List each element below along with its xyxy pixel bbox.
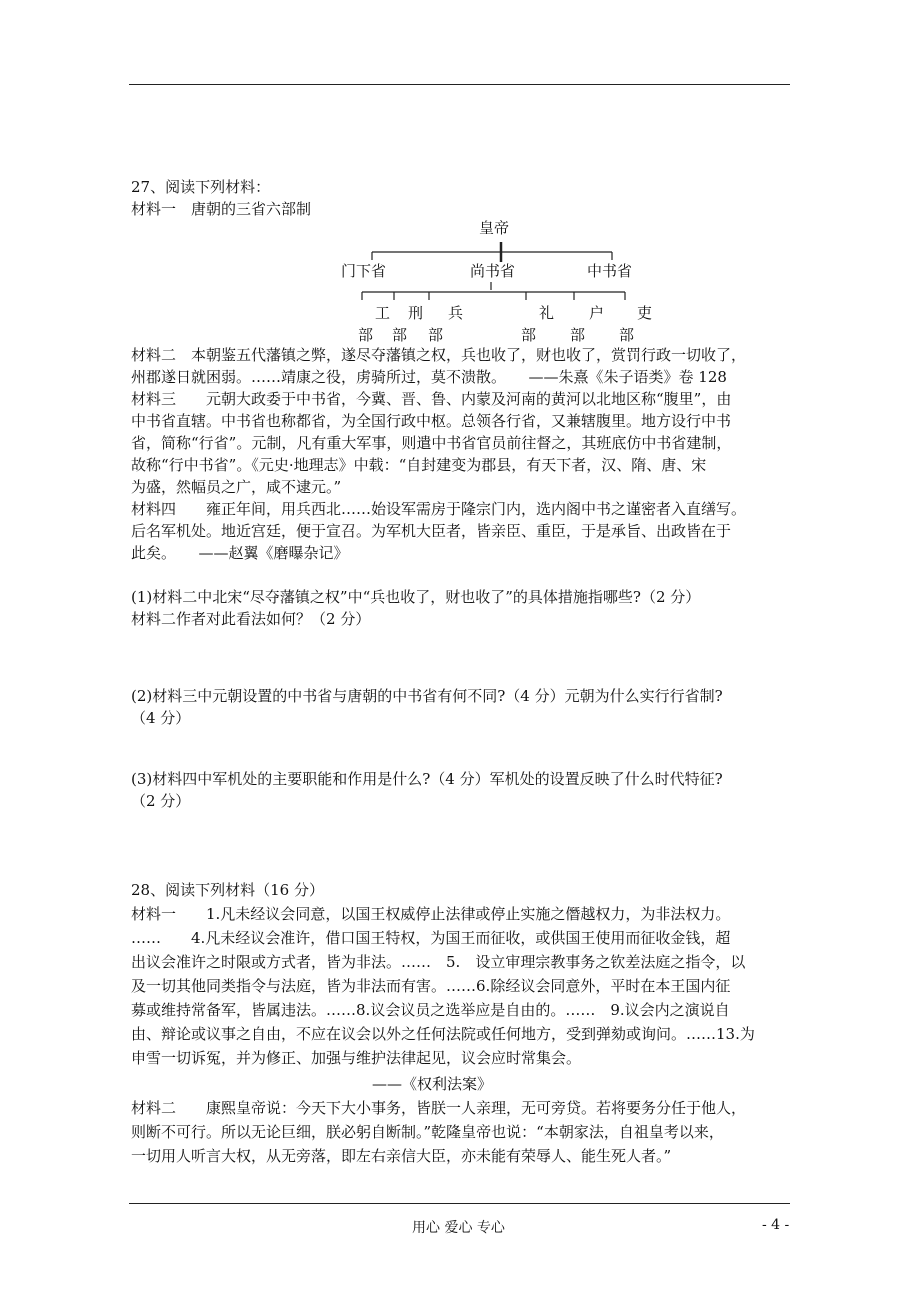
q28-m1-line-6: 由、辩论或议事之自由，不应在议会以外之任何法院或任何地方，受到弹劾或询问。……13.为 (131, 1025, 755, 1043)
q27-question-1-line-1: (1)材料二中北宋“尽夺藩镇之权”中“兵也收了，财也收了”的具体措施指哪些?（2 分） (131, 588, 701, 606)
q27-m4-line-3: 此矣。 ——赵翼《磨曝杂记》 (131, 544, 349, 562)
q28-m2-line-2: 则断不可行。所以无论巨细，朕必躬自断制。”乾隆皇帝也说：“本朝家法，自祖皇考以来， (131, 1123, 724, 1141)
chart-bu-2: 部 (392, 326, 408, 344)
q27-material1-heading: 材料一 唐朝的三省六部制 (131, 200, 312, 218)
q27-m3-line-2: 中书省直辖。中书省也称都省，为全国行政中枢。总领各行省，又兼辖腹里。地方设行中书 (131, 412, 732, 430)
q27-m3-line-3: 省，简称“行省”。元制，凡有重大军事，则遣中书省官员前往督之，其班底仿中书省建制， (131, 434, 732, 452)
chart-ministry-bing: 兵 (448, 304, 464, 322)
chart-ministry-li2: 吏 (637, 304, 653, 322)
chart-bu-1: 部 (358, 326, 374, 344)
q28-title: 28、阅读下列材料（16 分） (131, 881, 324, 899)
chart-ministry-xing: 刑 (408, 304, 424, 322)
page-number: - 4 - (762, 1217, 790, 1233)
q27-m4-line-2: 后名军机处。地近宫廷，便于宣召。为军机大臣者，皆亲臣、重臣，于是承旨、出政皆在于 (131, 522, 732, 540)
q27-question-2-line-2: （4 分） (131, 709, 191, 727)
chart-emperor: 皇帝 (479, 219, 510, 237)
chart-ministry-li: 礼 (539, 304, 555, 322)
chart-ministry-hu: 户 (589, 304, 605, 322)
q28-m1-line-5: 募或维持常备军，皆属违法。……8.议会议员之选举应是自由的。…… 9.议会内之演说自 (131, 1001, 730, 1019)
q28-m2-line-1: 材料二 康熙皇帝说：今天下大小事务，皆朕一人亲理，无可旁贷。若将要务分任于他人， (131, 1099, 747, 1117)
q27-m2-line-1: 材料二 本朝鉴五代藩镇之弊，遂尽夺藩镇之权，兵也收了，财也收了，赏罚行政一切收了， (131, 346, 747, 364)
q27-question-2-line-1: (2)材料三中元朝设置的中书省与唐朝的中书省有何不同?（4 分）元朝为什么实行行省制? (131, 687, 723, 705)
chart-province-shangshu: 尚书省 (470, 262, 516, 280)
chart-bu-3: 部 (428, 326, 444, 344)
q27-m3-line-4: 故称“行中书省”。《元史·地理志》中载：“自封建变为郡县，有天下者，汉、隋、唐、宋 (131, 456, 707, 474)
q28-m1-line-1: 材料一 1.凡未经议会同意，以国王权威停止法律或停止实施之僭越权力，为非法权力。 (131, 905, 731, 923)
q27-m2-line-2: 州郡遂日就困弱。……靖康之役，虏骑所过，莫不溃散。 ——朱熹《朱子语类》卷 128 (131, 368, 727, 386)
q28-m1-line-3: 出议会准许之时限或方式者，皆为非法。…… 5. 设立审理宗教事务之钦差法庭之指令，以 (131, 953, 746, 971)
chart-bu-4: 部 (521, 326, 537, 344)
q27-title: 27、阅读下列材料： (131, 178, 271, 196)
q28-m1-line-7: 申雪一切诉冤，并为修正、加强与维护法律起见，议会应时常集会。 (131, 1049, 582, 1067)
header-rule (129, 84, 790, 85)
q27-question-3-line-2: （2 分） (131, 792, 191, 810)
q28-m1-line-2: …… 4.凡未经议会准许，借口国王特权，为国王而征收，或供国王使用而征收金钱，超 (131, 929, 731, 947)
footer-rule (129, 1203, 790, 1204)
chart-province-menxia: 门下省 (341, 262, 387, 280)
q28-m2-line-3: 一切用人听言大权，从无旁落，即左右亲信大臣，亦未能有荣辱人、能生死人者。” (131, 1147, 672, 1165)
q27-question-1-line-2: 材料二作者对此看法如何？（2 分） (131, 610, 371, 628)
footer-motto: 用心 爱心 专心 (412, 1220, 505, 1236)
chart-bu-6: 部 (619, 326, 635, 344)
q27-m3-line-5: 为盛，然幅员之广，咸不逮元。” (131, 478, 342, 496)
chart-ministry-gong: 工 (375, 304, 391, 322)
chart-province-zhongshu: 中书省 (587, 262, 633, 280)
q27-m4-line-1: 材料四 雍正年间，用兵西北……始设军需房于隆宗门内，选内阁中书之谨密者入直缮写。 (131, 500, 747, 518)
chart-bu-5: 部 (570, 326, 586, 344)
q27-m3-line-1: 材料三 元朝大政委于中书省，今冀、晋、鲁、内蒙及河南的黄河以北地区称“腹里”，由 (131, 390, 732, 408)
q27-question-3-line-1: (3)材料四中军机处的主要职能和作用是什么?（4 分）军机处的设置反映了什么时代特征? (131, 770, 723, 788)
q28-m1-source: ——《权利法案》 (372, 1075, 493, 1093)
q28-m1-line-4: 及一切其他同类指令与法庭，皆为非法而有害。……6.除经议会同意外，平时在本王国内征 (131, 977, 731, 995)
